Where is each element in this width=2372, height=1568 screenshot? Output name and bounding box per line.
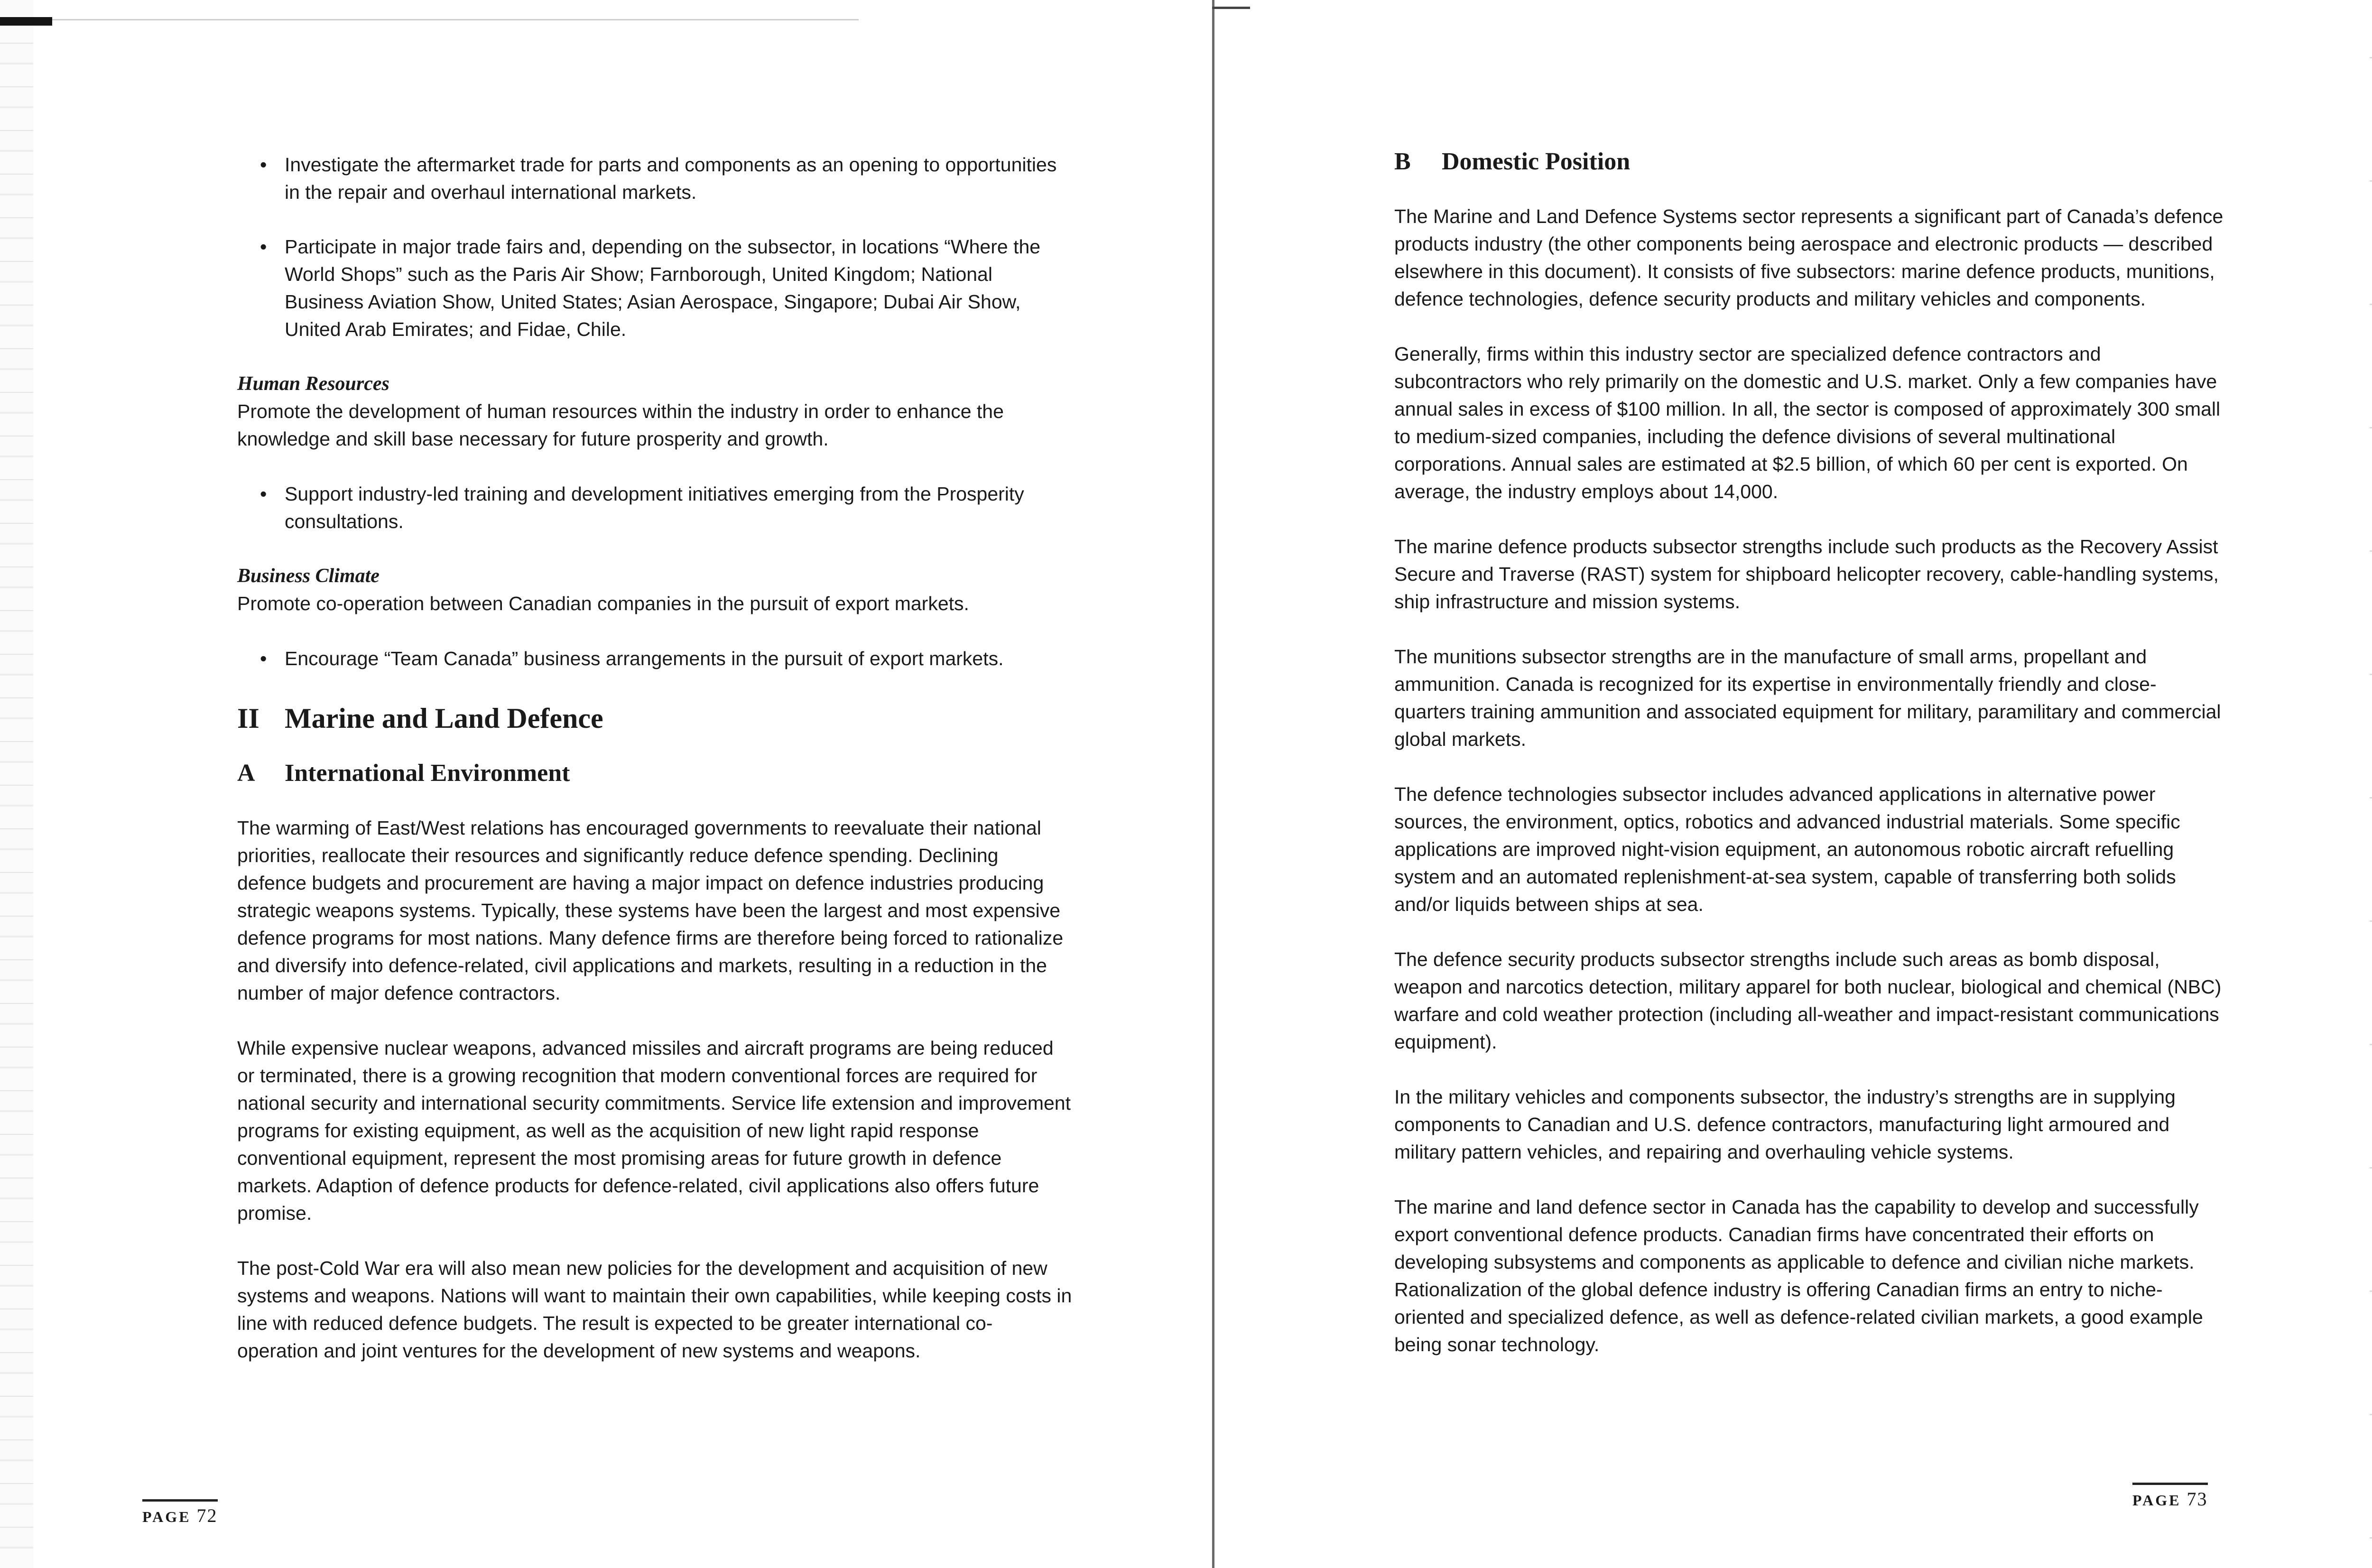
subsection-letter: B <box>1394 148 1411 175</box>
bullet-text: Investigate the aftermarket trade for parts and components as an opening to opportunities in the repair and overhaul international markets. <box>285 154 1057 203</box>
paragraph: The post-Cold War era will also mean new policies for the development and acquisition of new systems and weapons. Nations will want to maintain their own capabilities, while keeping costs in line with reduced defence budgets. The result is expected to be greater international co-operation and joint ventures for the development of new systems and weapons. <box>237 1257 1072 1362</box>
subsection-heading <box>1394 145 2224 179</box>
subheading-human-resources: Human Resources <box>237 373 389 395</box>
paragraph: While expensive nuclear weapons, advanced missiles and aircraft programs are being reduced or terminated, there is a growing recognition that modern conventional forces are required for national security and international security commitments. Service life extension and improvement programs for existing equipment, as well as the acquisition of new light rapid response conventional equipment, represent the most promising areas for future growth in defence markets. Adaption of defence products for defence-related, civil applications also offers future promise. <box>237 1037 1071 1224</box>
paragraph: The defence security products subsector strengths include such areas as bomb disposal, weapon and narcotics detection, military apparel for both nuclear, biological and chemical (NBC) warfare and cold weather protection (including all-weather and impact-resistant communications equipment). <box>1394 948 2222 1053</box>
bullet-text: Participate in major trade fairs and, depending on the subsector, in locations “Where the World Shops” such as the Paris Air Show; Farnborough, United Kingdom; National Business Aviation Show, United States; Asian Aerospace, Singapore; Dubai Air Show, United Arab Emirates; and Fidae, Chile. <box>285 236 1041 340</box>
page-number-value: 72 <box>196 1505 218 1526</box>
paragraph: Promote the development of human resources within the industry in order to enhance the knowledge and skill base necessary for future prosperity and growth. <box>237 400 1004 450</box>
subsection-title: International Environment <box>285 760 570 787</box>
scan-edge-artifact <box>2370 0 2372 1568</box>
scan-top-line <box>52 19 859 20</box>
subheading-business-climate: Business Climate <box>237 565 380 587</box>
paragraph: The Marine and Land Defence Systems sector represents a significant part of Canada’s defence products industry (the other components being aerospace and electronic products — described elsewhere in this document). It consists of five subsectors: marine defence products, munitions, defence technologies, defence security products and military vehicles and components. <box>1394 205 2224 310</box>
paragraph: Promote co-operation between Canadian companies in the pursuit of export markets. <box>237 593 969 614</box>
list-item <box>237 233 1072 343</box>
scan-edge-bar <box>0 17 52 26</box>
list-item <box>237 645 1072 672</box>
page-number-value: 73 <box>2187 1488 2208 1510</box>
right-page <box>1212 0 2372 1568</box>
right-page-content <box>1394 145 2224 1386</box>
paragraph: The munitions subsector strengths are in the manufacture of small arms, propellant and ammunition. Canada is recognized for its expertise in environmentally friendly and close-quarters training ammunition and associated equipment for military, paramilitary and commercial global markets. <box>1394 646 2221 750</box>
gutter-line <box>1212 0 1214 1568</box>
section-heading <box>237 699 1072 737</box>
page-label: PAGE <box>142 1508 191 1525</box>
bullet-icon: • <box>260 154 267 176</box>
bullet-text: Encourage “Team Canada” business arrangements in the pursuit of export markets. <box>285 648 1004 669</box>
page-label: PAGE <box>2132 1492 2181 1509</box>
bullet-list <box>237 480 1072 535</box>
page-number <box>142 1499 218 1527</box>
subsection-heading <box>237 756 1072 790</box>
section-number: II <box>237 703 259 734</box>
subsection-title: Domestic Position <box>1442 148 1631 175</box>
paragraph: In the military vehicles and components subsector, the industry’s strengths are in supplying components to Canadian and U.S. defence contractors, manufacturing light armoured and military pattern vehicles, and repairing and overhauling vehicle systems. <box>1394 1086 2176 1163</box>
paragraph: The marine and land defence sector in Canada has the capability to develop and successfully export conventional defence products. Canadian firms have concentrated their efforts on developing subsystems and components as applicable to defence and civilian niche markets. Rationalization of the global defence industry is offering Canadian firms an entry to niche-oriented and specialized defence, as well as defence-related civilian markets, a good example being sonar technology. <box>1394 1196 2203 1355</box>
bullet-icon: • <box>260 483 267 505</box>
subsection-letter: A <box>237 760 255 787</box>
page-number <box>2132 1483 2208 1510</box>
left-page-content <box>237 151 1072 1392</box>
paragraph: The defence technologies subsector includes advanced applications in alternative power sources, the environment, optics, robotics and advanced industrial materials. Some specific applications are improved night-vision equipment, an autonomous robotic aircraft refuelling system and an automated replenishment-at-sea system, capable of transferring both solids and/or liquids between ships at sea. <box>1394 783 2180 915</box>
section-title: Marine and Land Defence <box>285 703 603 734</box>
bullet-icon: • <box>260 648 267 669</box>
scan-edge-artifact <box>0 0 33 1568</box>
paragraph: The warming of East/West relations has encouraged governments to reevaluate their national priorities, reallocate their resources and significantly reduce defence spending. Declining defence budgets and procurement are having a major impact on defence industries producing strategic weapons systems. Typically, these systems have been the largest and most expensive defence programs for most nations. Many defence firms are therefore being forced to rationalize and diversify into defence-related, civil applications and markets, resulting in a reduction in the number of major defence contractors. <box>237 817 1064 1004</box>
bullet-list <box>237 151 1072 343</box>
paragraph: The marine defence products subsector strengths include such products as the Recovery Assist Secure and Traverse (RAST) system for shipboard helicopter recovery, cable-handling systems, ship infrastructure and mission systems. <box>1394 536 2219 612</box>
gutter-tick <box>1212 7 1250 9</box>
list-item <box>237 151 1072 206</box>
paragraph: Generally, firms within this industry sector are specialized defence contractors and subcontractors who rely primarily on the domestic and U.S. market. Only a few companies have annual sales in excess of $100 million. In all, the sector is composed of approximately 300 small to medium-sized companies, including the defence divisions of several multinational corporations. Annual sales are estimated at $2.5 billion, of which 60 per cent is exported. On average, the industry employs about 14,000. <box>1394 343 2221 502</box>
bullet-icon: • <box>260 236 267 258</box>
bullet-list <box>237 645 1072 672</box>
bullet-text: Support industry-led training and development initiatives emerging from the Prosperity consultations. <box>285 483 1024 532</box>
list-item <box>237 480 1072 535</box>
